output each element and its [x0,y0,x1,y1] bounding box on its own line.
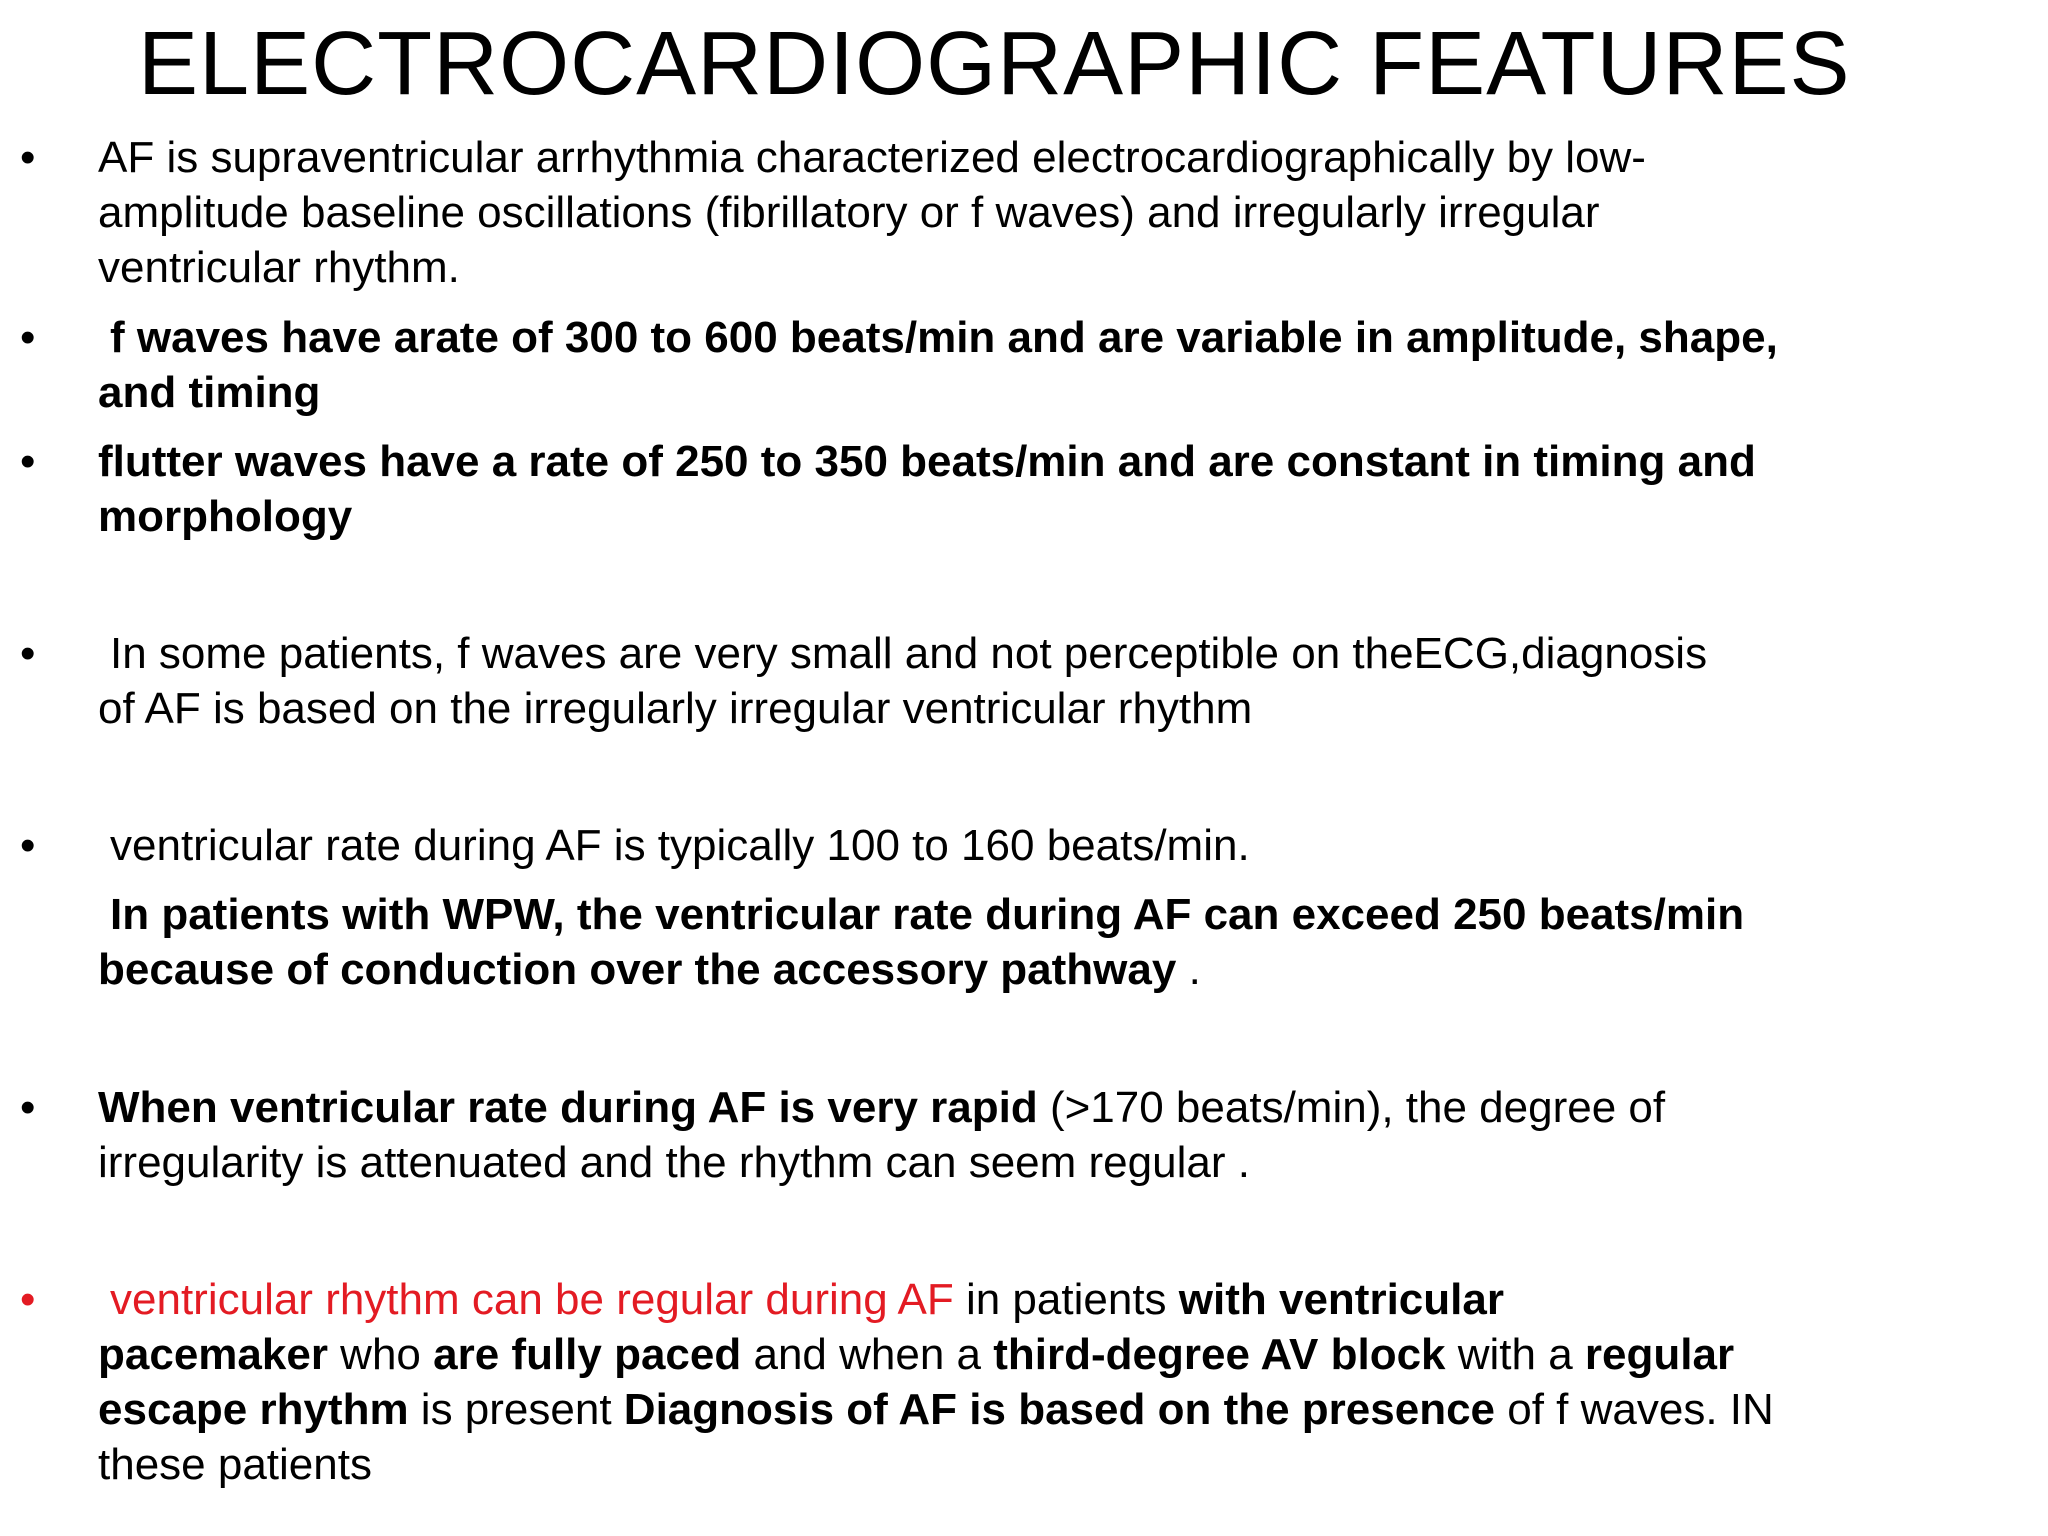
bullet-text [98,626,2030,736]
bullet-text [98,818,2030,997]
bullet-dot: • [20,629,36,678]
bullet-line: these patients [98,1440,372,1489]
bullet-text [98,434,2030,544]
bullet-line: flutter waves have a rate of 250 to 350 beats/min and are constant in timing and [98,437,1756,486]
plain-text: of f waves. IN [1495,1385,1774,1434]
bold-text: pacemaker [98,1330,328,1379]
bullet-line: AF is supraventricular arrhythmia characterized electrocardiographically by low- [98,133,1646,182]
bullet-line: irregularity is attenuated and the rhythm can seem regular . [98,1138,1250,1187]
bullet-line: of AF is based on the irregularly irregular ventricular rhythm [98,684,1253,733]
bullet-line: ventricular rhythm. [98,243,460,292]
bold-text: When ventricular rate during AF is very rapid [98,1083,1038,1132]
bold-text: regular [1584,1330,1735,1379]
bullet-text [98,1080,2030,1190]
plain-text: in patients [953,1275,1179,1324]
bold-text: Diagnosis of AF is based on the presence [623,1385,1496,1434]
bullet-dot: • [20,313,36,362]
bold-text: because of conduction over the accessory pathway [98,945,1177,994]
bullet-line [98,1272,2030,1327]
plain-text: with a [1445,1330,1585,1379]
bullet-text [98,310,2030,420]
plain-text: and when a [741,1330,994,1379]
plain-text: . [1176,945,1201,994]
bullet-dot: • [20,133,36,182]
bullet-line: and timing [98,368,321,417]
bold-text: escape rhythm [98,1385,409,1434]
bullet-line [98,1382,2030,1437]
plain-text: is present [408,1385,624,1434]
plain-text: (>170 beats/min), the degree of [1037,1083,1666,1132]
bullet-line: In patients with WPW, the ventricular rate during AF can exceed 250 beats/min [110,890,1745,939]
slide-title: ELECTROCARDIOGRAPHIC FEATURES [138,14,1851,114]
plain-text: who [327,1330,434,1379]
bold-text: are fully paced [433,1330,742,1379]
bullet-line: morphology [98,492,353,541]
red-text: ventricular rhythm can be regular during AF [110,1275,954,1324]
bullet-line: ventricular rate during AF is typically 100 to 160 beats/min. [110,821,1250,870]
bullet-line: f waves have arate of 300 to 600 beats/min and are variable in amplitude, shape, [110,313,1778,362]
bullet-text [98,130,2030,295]
bullet-dot: • [20,1083,36,1132]
bold-text: with ventricular [1178,1275,1504,1324]
bullet-line [98,942,2030,997]
bullet-line: In some patients, f waves are very small and not perceptible on theECG,diagnosis [110,629,1708,678]
bullet-dot: • [20,437,36,486]
bullet-line [98,1080,2030,1135]
bold-text: third-degree AV block [993,1330,1446,1379]
bullet-text [98,1272,2030,1492]
bullet-dot: • [20,821,36,870]
bullet-line [98,1327,2030,1382]
bullet-line: amplitude baseline oscillations (fibrillatory or f waves) and irregularly irregular [98,188,1600,237]
bullet-dot: • [20,1275,36,1324]
